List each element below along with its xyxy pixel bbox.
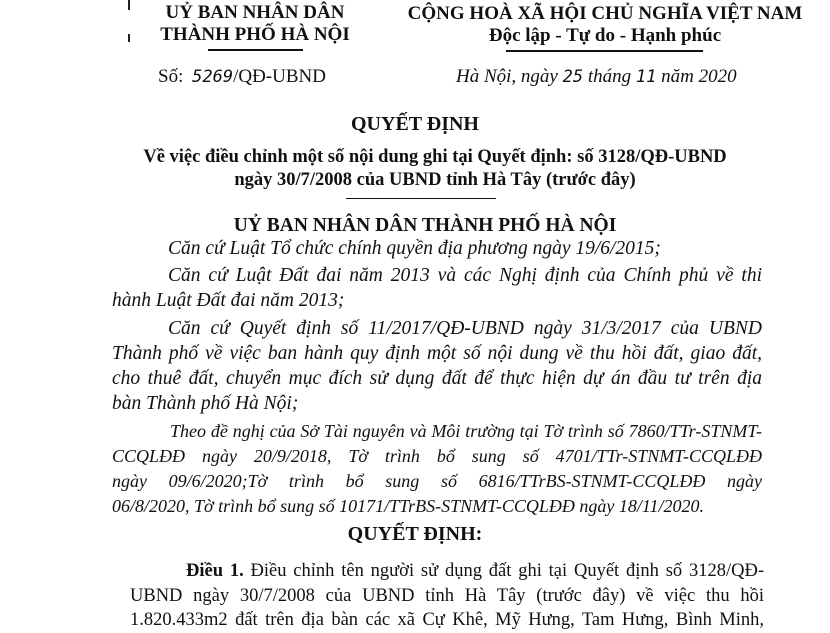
subject-line2: ngày 30/7/2008 của UBND tỉnh Hà Tây (trước đây) xyxy=(234,170,636,190)
basis-3-line4: bàn Thành phố Hà Nội; xyxy=(112,393,299,414)
article-1-line3: 1.820.433m2 đất trên địa bàn các xã Cự Khê, Mỹ Hưng, Tam Hưng, Bình Minh, xyxy=(130,610,764,630)
article-1-line2: UBND ngày 30/7/2008 của UBND tỉnh Hà Tây (trước đây) về việc thu hồi xyxy=(130,586,764,606)
basis-3-line1: Căn cứ Quyết định số 11/2017/QĐ-UBND ngày 31/3/2017 của UBND xyxy=(168,318,762,339)
org-underline xyxy=(208,49,303,51)
article-1-line1 xyxy=(186,561,764,582)
decision-heading: QUYẾT ĐỊNH: xyxy=(347,523,483,545)
basis-4-line4: 06/8/2020, Tờ trình bổ sung số 10171/TTrBS-STNMT-CCQLĐĐ ngày 18/11/2020. xyxy=(112,496,705,516)
org-name-line1: UỶ BAN NHÂN DÂN xyxy=(165,2,345,23)
basis-2-line1: Căn cứ Luật Đất đai năm 2013 và các Nghị định của Chính phủ về thi xyxy=(168,265,762,286)
margin-mark-mid xyxy=(128,34,130,42)
motto-underline xyxy=(506,50,703,52)
issue-date xyxy=(456,66,737,88)
basis-4-line3: ngày 09/6/2020;Tờ trình bổ sung số 6816/TTrBS-STNMT-CCQLĐĐ ngày xyxy=(112,471,762,491)
number-prefix: Số: xyxy=(158,66,184,87)
country-name: CỘNG HOÀ XÃ HỘI CHỦ NGHĨA VIỆT NAM xyxy=(407,3,803,24)
national-motto: Độc lập - Tự do - Hạnh phúc xyxy=(488,25,722,46)
basis-1: Căn cứ Luật Tổ chức chính quyền địa phương ngày 19/6/2015; xyxy=(168,238,661,259)
issuer-name: UỶ BAN NHÂN DÂN THÀNH PHỐ HÀ NỘI xyxy=(233,215,617,236)
basis-3-line3: cho thuê đất, chuyển mục đích sử dụng đất để thực hiện dự án đầu tư trên địa xyxy=(112,368,762,389)
document-title: QUYẾT ĐỊNH xyxy=(351,113,479,135)
date-month: 11 xyxy=(635,67,657,87)
date-prefix: Hà Nội, ngày xyxy=(456,66,558,87)
number-suffix: /QĐ-UBND xyxy=(233,66,326,87)
date-year: năm 2020 xyxy=(661,66,737,87)
org-name-line2: THÀNH PHỐ HÀ NỘI xyxy=(160,24,350,45)
date-month-word: tháng xyxy=(587,66,632,87)
article-1-label: Điều 1. xyxy=(186,561,244,581)
article-1-line1-text: Điều chỉnh tên người sử dụng đất ghi tại Quyết định số 3128/QĐ- xyxy=(250,561,765,581)
margin-mark-top xyxy=(128,0,130,10)
subject-line1: Về việc điều chỉnh một số nội dung ghi tại Quyết định: số 3128/QĐ-UBND xyxy=(143,147,727,167)
basis-2-line2: hành Luật Đất đai năm 2013; xyxy=(112,290,345,311)
decision-number xyxy=(158,66,326,88)
basis-4-line1: Theo đề nghị của Sở Tài nguyên và Môi trường tại Tờ trình số 7860/TTr-STNMT- xyxy=(170,421,762,441)
basis-4-line2: CCQLĐĐ ngày 20/9/2018, Tờ trình bổ sung số 4701/TTr-STNMT-CCQLĐĐ xyxy=(112,446,762,466)
number-handwritten: 5269 xyxy=(192,67,234,87)
subject-underline xyxy=(346,198,496,199)
date-day: 25 xyxy=(562,67,584,87)
basis-3-line2: Thành phố về việc ban hành quy định một số nội dung về thu hồi đất, giao đất, xyxy=(112,343,762,364)
